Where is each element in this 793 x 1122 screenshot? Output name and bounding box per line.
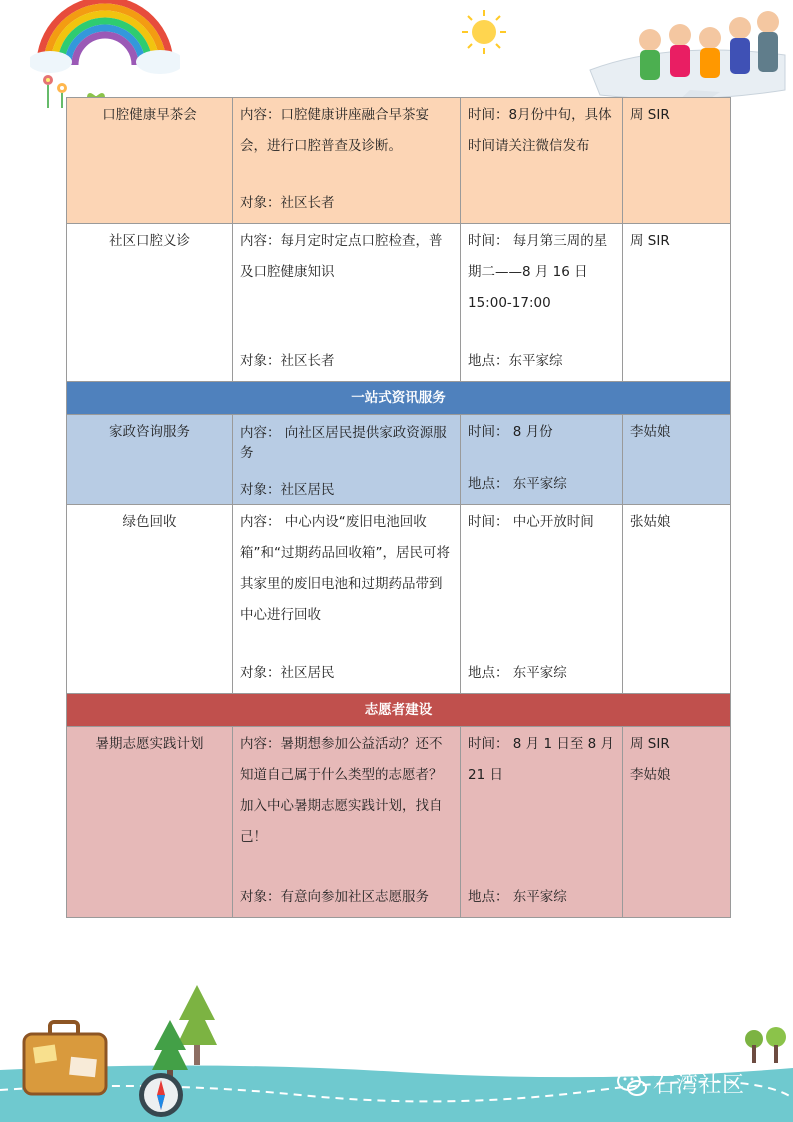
activity-target: 对象：社区长者 — [240, 353, 335, 369]
activity-staff: 周 SIR — [623, 98, 731, 224]
activity-target: 对象：有意向参加社区志愿服务 — [240, 889, 429, 905]
table-row — [67, 98, 731, 224]
activity-time: 时间： 每月第三周的星期二——8 月 16 日 15:00-17:00 — [468, 233, 608, 311]
wechat-account-mark — [617, 1068, 745, 1099]
activity-content-cell — [233, 415, 461, 505]
activity-place: 地点： 东平家综 — [468, 665, 567, 681]
section-title-volunteer: 志愿者建设 — [67, 694, 731, 727]
wechat-account-name: 石湾社区 — [653, 1073, 746, 1098]
activity-place: 地点： 东平家综 — [468, 476, 567, 492]
activity-time: 时间： 8 月 1 日至 8 月 21 日 — [468, 736, 615, 783]
activity-time-cell — [461, 415, 623, 505]
activity-name: 绿色回收 — [67, 505, 233, 694]
activity-staff: 周 SIR — [623, 224, 731, 382]
activity-staff: 张姑娘 — [623, 505, 731, 694]
activity-staff: 李姑娘 — [623, 415, 731, 505]
activity-target: 对象：社区居民 — [240, 665, 335, 681]
table-row — [67, 415, 731, 505]
activity-content: 内容：口腔健康讲座融合早茶宴会，进行口腔普查及诊断。 — [240, 107, 429, 154]
section-header-row — [67, 382, 731, 415]
activity-content-cell — [233, 224, 461, 382]
activity-content: 内容： 中心内设“废旧电池回收箱”和“过期药品回收箱”，居民可将其家里的废旧电池和过期药品带到中心进行回收 — [240, 514, 450, 623]
activity-content-cell — [233, 98, 461, 224]
activity-time-cell — [461, 505, 623, 694]
activity-place: 地点：东平家综 — [468, 353, 563, 369]
activity-staff-cell — [623, 727, 731, 918]
activity-staff: 周 SIR — [630, 736, 670, 752]
rainbow-decoration — [30, 0, 180, 80]
activity-name: 社区口腔义诊 — [67, 224, 233, 382]
activity-content: 内容：暑期想参加公益活动？还不知道自己属于什么类型的志愿者？加入中心暑期志愿实践计划，找自己！ — [240, 736, 443, 845]
activity-content: 内容：每月定时定点口腔检查，普及口腔健康知识 — [240, 233, 443, 280]
activity-staff: 李姑娘 — [630, 767, 671, 783]
activity-content-cell — [233, 505, 461, 694]
activity-content-cell — [233, 727, 461, 918]
wechat-icon — [617, 1070, 647, 1098]
table-row — [67, 727, 731, 918]
trees-icon — [740, 1025, 790, 1065]
table-row — [67, 505, 731, 694]
activity-content: 内容： 向社区居民提供家政资源服务 — [240, 425, 447, 461]
activity-name: 暑期志愿实践计划 — [67, 727, 233, 918]
activity-target: 对象：社区居民 — [240, 482, 335, 498]
activity-time-cell — [461, 727, 623, 918]
activity-target: 对象：社区长者 — [240, 195, 335, 211]
activity-name: 口腔健康早茶会 — [67, 98, 233, 224]
table-row — [67, 224, 731, 382]
suitcase-icon — [20, 1018, 110, 1098]
activity-place: 地点： 东平家综 — [468, 889, 567, 905]
activity-time: 时间： 8 月份 — [468, 424, 553, 440]
sun-icon — [460, 8, 508, 56]
activity-time: 时间：8月份中旬，具体时间请关注微信发布 — [461, 98, 623, 224]
activity-time: 时间： 中心开放时间 — [468, 514, 594, 530]
activity-name: 家政咨询服务 — [67, 415, 233, 505]
section-header-row — [67, 694, 731, 727]
activity-schedule-table — [66, 97, 731, 918]
section-title-info: 一站式资讯服务 — [67, 382, 731, 415]
compass-icon — [136, 1070, 186, 1120]
activity-time-cell — [461, 224, 623, 382]
